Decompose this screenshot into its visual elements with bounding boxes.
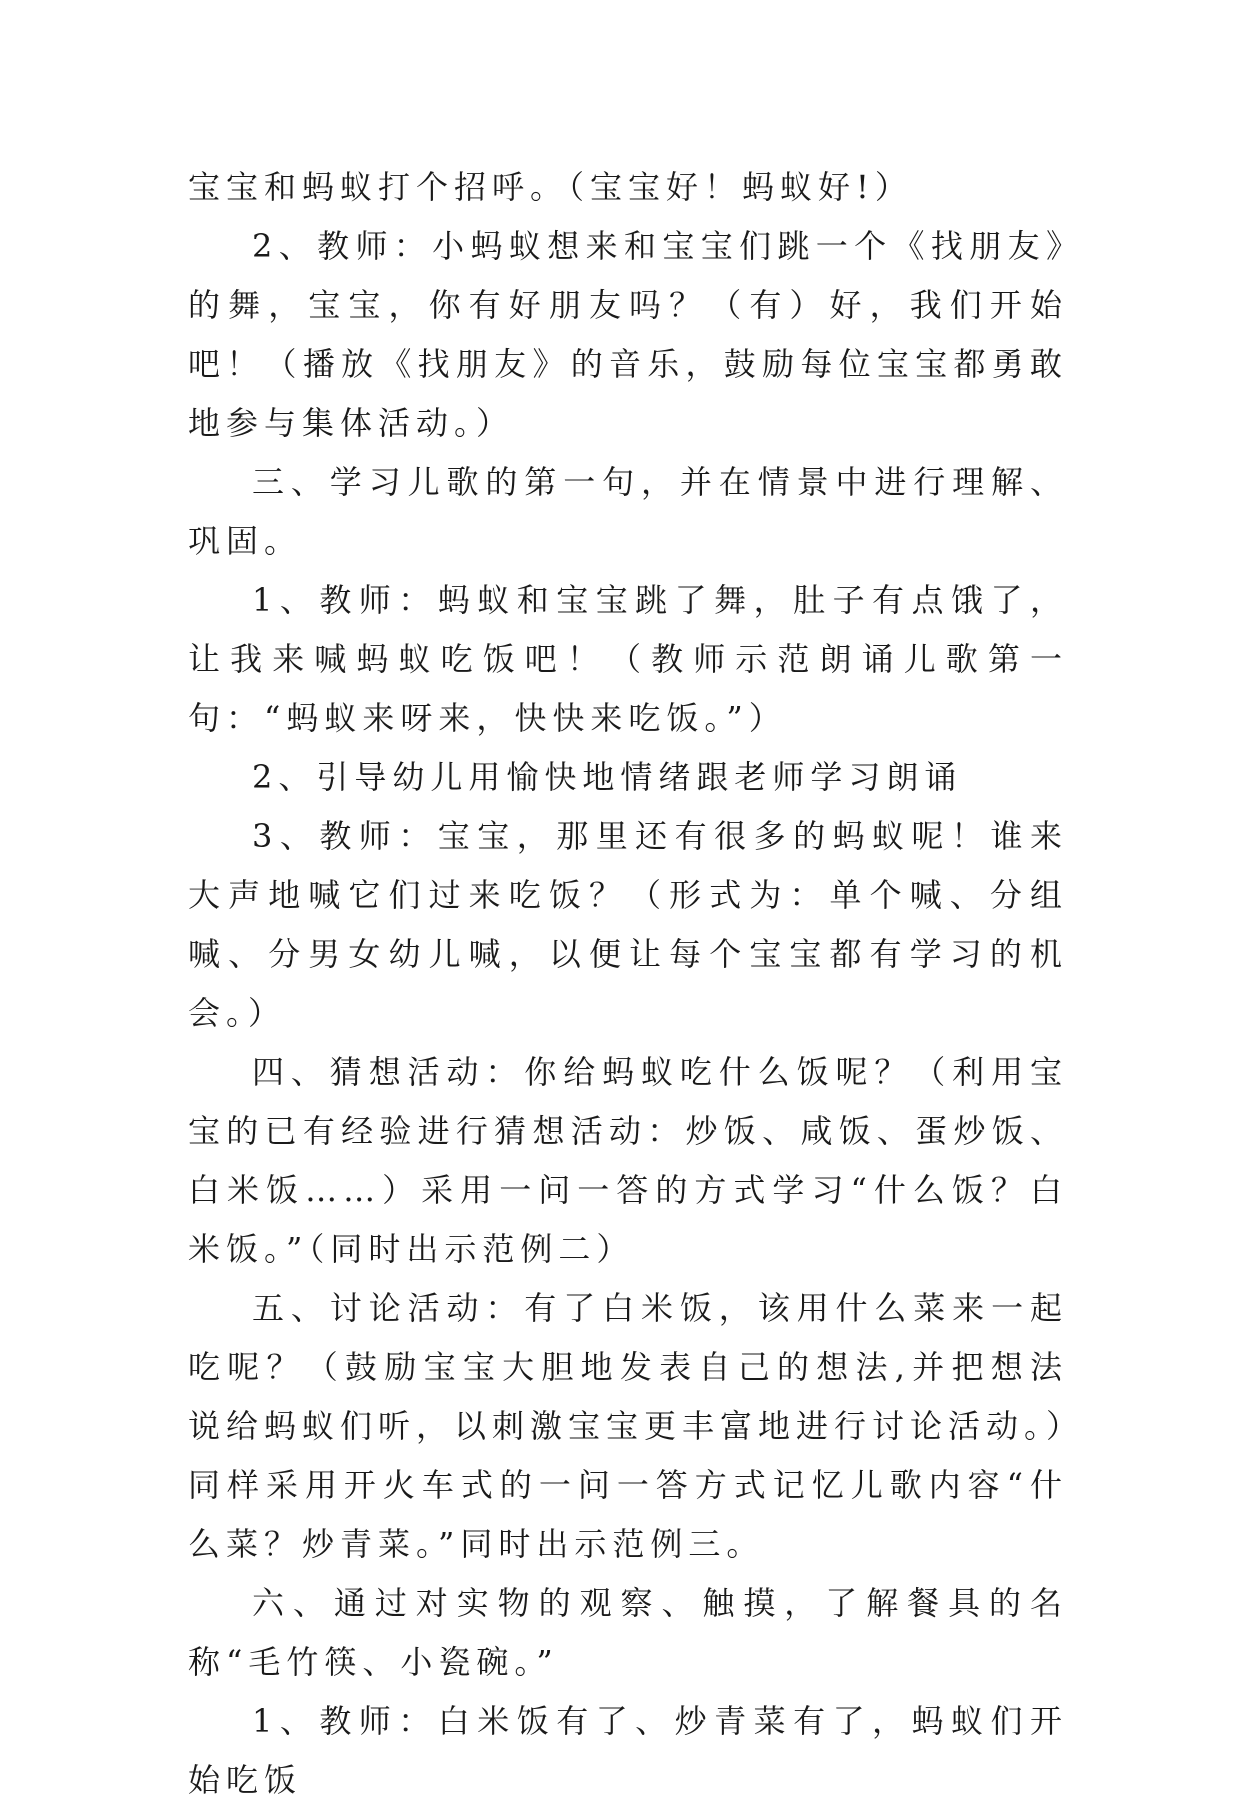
paragraph-greeting: 宝宝和蚂蚁打个招呼。（宝宝好！蚂蚁好!） bbox=[188, 168, 913, 206]
paragraph-eating: 1、教师：白米饭有了、炒青菜有了，蚂蚁们开始吃饭 bbox=[188, 1702, 1068, 1799]
paragraph-dance: 2、教师：小蚂蚁想来和宝宝们跳一个《找朋友》的舞，宝宝，你有好朋友吗？（有）好，我们开始吧！（播放《找朋友》的音乐，鼓励每位宝宝都勇敢地参与集体活动。） bbox=[188, 227, 1068, 442]
paragraph-section-six: 六、通过对实物的观察、触摸，了解餐具的名称“毛竹筷、小瓷碗。” bbox=[188, 1584, 1068, 1681]
paragraph-section-five: 五、讨论活动：有了白米饭，该用什么菜来一起吃呢？（鼓励宝宝大胆地发表自己的想法,并把想法说给蚂蚁们听，以刺激宝宝更丰富地进行讨论活动。）同样采用开火车式的一问一答方式记忆儿歌内容“什么菜？炒青菜。”同时出示范例三。 bbox=[188, 1289, 1069, 1563]
paragraph-call-ants: 1、教师：蚂蚁和宝宝跳了舞，肚子有点饿了，让我来喊蚂蚁吃饭吧！（教师示范朗诵儿歌第一句：“蚂蚁来呀来，快快来吃饭。”） bbox=[188, 581, 1068, 737]
paragraph-recite: 2、引导幼儿用愉快地情绪跟老师学习朗诵 bbox=[252, 758, 963, 796]
paragraph-shout: 3、教师：宝宝，那里还有很多的蚂蚁呢！谁来大声地喊它们过来吃饭？（形式为：单个喊、分组喊、分男女幼儿喊，以便让每个宝宝都有学习的机会。） bbox=[188, 817, 1068, 1032]
paragraph-section-four: 四、猜想活动：你给蚂蚁吃什么饭呢？（利用宝宝的已有经验进行猜想活动：炒饭、咸饭、蛋炒饭、白米饭……）采用一问一答的方式学习“什么饭？白米饭。”（同时出示范例二） bbox=[188, 1053, 1068, 1268]
paragraph-section-three: 三、学习儿歌的第一句，并在情景中进行理解、巩固。 bbox=[188, 463, 1068, 560]
document-body bbox=[188, 158, 1068, 1810]
